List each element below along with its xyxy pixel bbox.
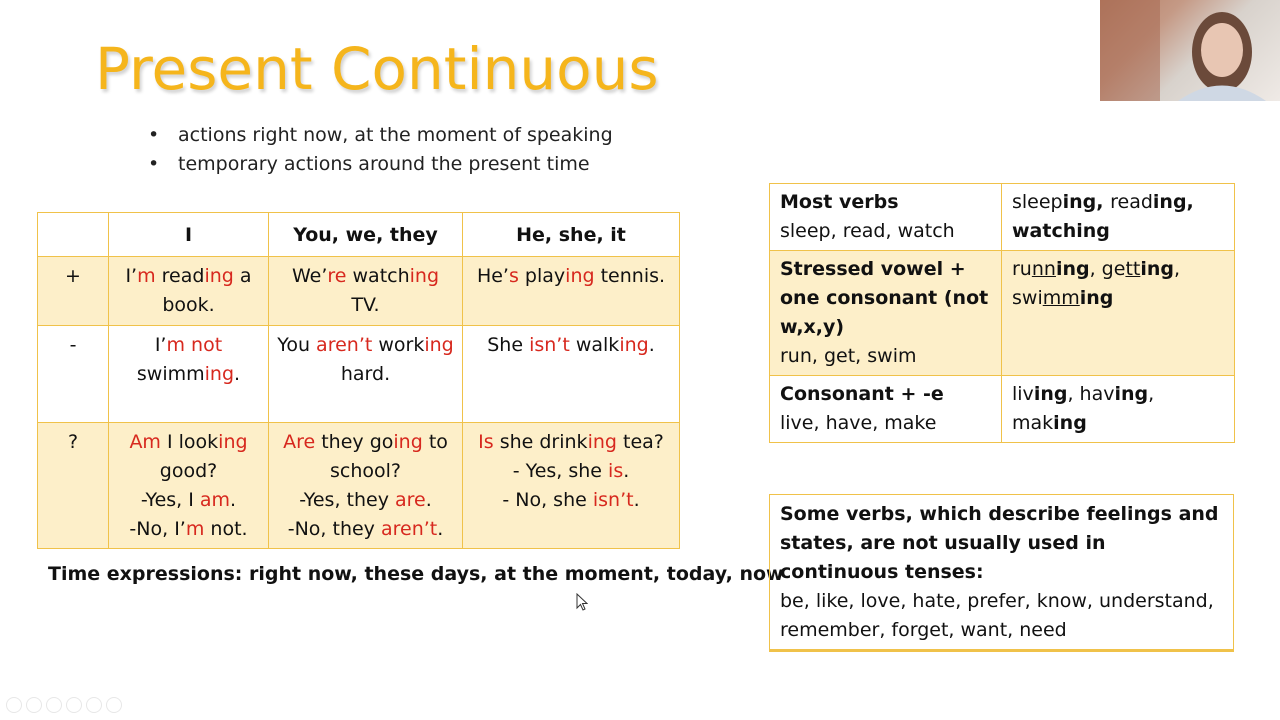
highlight-text: m bbox=[185, 518, 205, 540]
example-text: -No, they bbox=[287, 518, 381, 540]
example-text: . bbox=[234, 363, 241, 385]
example-text: good? bbox=[159, 460, 218, 482]
header-cell-i: I bbox=[109, 213, 269, 257]
highlight-text: aren’t bbox=[380, 518, 438, 540]
example-text: to school? bbox=[330, 431, 448, 482]
next-icon[interactable] bbox=[26, 697, 42, 713]
example-text: tea? bbox=[616, 431, 664, 453]
example-text: , ge bbox=[1089, 258, 1126, 280]
highlight-text: Am bbox=[129, 431, 161, 453]
highlight-text: Is bbox=[478, 431, 494, 453]
grammar-table bbox=[37, 212, 680, 549]
spelling-rule-row bbox=[770, 251, 1235, 376]
example-cell bbox=[269, 257, 463, 326]
example-text: not. bbox=[204, 518, 248, 540]
example-text: swimm bbox=[136, 363, 205, 385]
highlight-text: ing bbox=[393, 431, 423, 453]
example-cell bbox=[269, 326, 463, 423]
highlight-text: aren’t bbox=[316, 334, 373, 356]
example-text: walk bbox=[569, 334, 620, 356]
rule-result bbox=[1002, 184, 1235, 251]
example-text: . bbox=[425, 489, 432, 511]
grammar-header-row bbox=[38, 213, 680, 257]
example-text: ing bbox=[1055, 258, 1090, 280]
example-text: , hav bbox=[1067, 383, 1115, 405]
example-text: -Yes, I bbox=[140, 489, 200, 511]
highlight-text: is bbox=[608, 460, 624, 482]
row-sign: ? bbox=[38, 423, 109, 549]
highlight-text: m bbox=[137, 265, 156, 287]
example-text: -Yes, they bbox=[299, 489, 396, 511]
example-text: She bbox=[487, 334, 530, 356]
bullet-icon: • bbox=[148, 124, 160, 146]
example-cell bbox=[269, 423, 463, 549]
example-text: , bbox=[1096, 191, 1111, 213]
rule-cell bbox=[770, 184, 1002, 251]
stative-verbs-box bbox=[769, 494, 1234, 652]
example-text: I’ bbox=[125, 265, 138, 287]
example-text: nn bbox=[1031, 258, 1056, 280]
highlight-text: am bbox=[199, 489, 231, 511]
example-text: You bbox=[277, 334, 317, 356]
example-text: . bbox=[230, 489, 237, 511]
slide-title: Present Continuous bbox=[95, 35, 659, 103]
example-text: ing bbox=[1114, 383, 1149, 405]
example-text: ing bbox=[1033, 383, 1068, 405]
question-row bbox=[38, 423, 680, 549]
slideshow-controls[interactable] bbox=[6, 697, 122, 713]
highlight-text: m not bbox=[166, 334, 223, 356]
example-text: . bbox=[623, 460, 630, 482]
example-text: I’ bbox=[154, 334, 167, 356]
affirmative-row bbox=[38, 257, 680, 326]
example-cell bbox=[109, 257, 269, 326]
highlight-text: ing bbox=[204, 265, 234, 287]
example-text: a book. bbox=[162, 265, 252, 316]
rule-name: Most verbs bbox=[780, 191, 899, 213]
highlight-text: ing bbox=[424, 334, 454, 356]
presenter-figure bbox=[1100, 0, 1280, 101]
example-text: He’ bbox=[476, 265, 509, 287]
highlight-text: ing bbox=[565, 265, 595, 287]
example-text: mm bbox=[1042, 287, 1080, 309]
rule-name: Consonant + -e bbox=[780, 383, 944, 405]
rule-result bbox=[1002, 376, 1235, 443]
highlight-text: isn’t bbox=[529, 334, 570, 356]
example-text: . bbox=[437, 518, 444, 540]
stative-verbs-list: be, like, love, hate, prefer, know, understand, remember, forget, want, need bbox=[780, 590, 1214, 641]
example-text: . bbox=[648, 334, 655, 356]
example-text: -No, I’ bbox=[129, 518, 186, 540]
slides-icon[interactable] bbox=[66, 697, 82, 713]
example-text: . bbox=[633, 489, 640, 511]
row-sign: + bbox=[38, 257, 109, 326]
example-text: tennis. bbox=[594, 265, 666, 287]
highlight-text: ing bbox=[619, 334, 649, 356]
highlight-text: isn’t bbox=[592, 489, 634, 511]
example-text: they go bbox=[315, 431, 394, 453]
usage-bullet-text: actions right now, at the moment of speaking bbox=[178, 124, 613, 146]
spelling-rule-row bbox=[770, 376, 1235, 443]
example-text: work bbox=[372, 334, 425, 356]
pen-icon[interactable] bbox=[46, 697, 62, 713]
example-text: ing bbox=[1062, 191, 1097, 213]
highlight-text: s bbox=[508, 265, 519, 287]
example-text: , swi bbox=[1012, 258, 1181, 309]
spelling-rule-row bbox=[770, 184, 1235, 251]
highlight-text: ing bbox=[218, 431, 248, 453]
example-text: watch bbox=[346, 265, 410, 287]
header-cell-he-she-it: He, she, it bbox=[463, 213, 680, 257]
usage-bullet bbox=[148, 121, 613, 150]
highlight-text: ing bbox=[204, 363, 235, 385]
example-text: ing bbox=[1053, 412, 1087, 434]
highlight-text: re bbox=[327, 265, 347, 287]
time-expressions: Time expressions: right now, these days, at the moment, today, now bbox=[48, 563, 784, 585]
example-cell bbox=[109, 326, 269, 423]
example-text: tt bbox=[1125, 258, 1141, 280]
example-text: read bbox=[155, 265, 205, 287]
usage-bullet bbox=[148, 150, 613, 179]
rule-examples: run, get, swim bbox=[780, 345, 917, 367]
example-text: - No, she bbox=[502, 489, 593, 511]
example-text: TV. bbox=[351, 294, 380, 316]
example-text: liv bbox=[1012, 383, 1034, 405]
example-cell bbox=[463, 257, 680, 326]
example-text: , watch bbox=[1012, 191, 1194, 242]
example-text: We’ bbox=[291, 265, 328, 287]
example-text: play bbox=[518, 265, 566, 287]
negative-row bbox=[38, 326, 680, 423]
rule-cell bbox=[770, 251, 1002, 376]
example-text: ing bbox=[1076, 220, 1110, 242]
bullet-icon: • bbox=[148, 153, 160, 175]
rule-result bbox=[1002, 251, 1235, 376]
example-text: ing bbox=[1152, 191, 1187, 213]
row-sign: - bbox=[38, 326, 109, 423]
highlight-text: ing bbox=[409, 265, 440, 287]
spelling-rules-table bbox=[769, 183, 1235, 443]
highlight-text: Are bbox=[283, 431, 316, 453]
example-text: , mak bbox=[1012, 383, 1155, 434]
example-text: hard. bbox=[340, 363, 391, 385]
rule-examples: sleep, read, watch bbox=[780, 220, 955, 242]
example-text: ing bbox=[1079, 287, 1114, 309]
rule-name: Stressed vowel + one consonant (not w,x,y) bbox=[780, 258, 989, 338]
example-cell bbox=[463, 423, 680, 549]
example-text: ing bbox=[1140, 258, 1174, 280]
previous-icon[interactable] bbox=[6, 697, 22, 713]
webcam-video bbox=[1100, 0, 1280, 101]
mouse-cursor-icon bbox=[576, 593, 588, 611]
example-text: read bbox=[1110, 191, 1153, 213]
example-cell bbox=[109, 423, 269, 549]
example-text: she drink bbox=[493, 431, 588, 453]
example-text: sleep bbox=[1012, 191, 1063, 213]
usage-bullet-list bbox=[148, 121, 613, 179]
more-icon[interactable] bbox=[106, 697, 122, 713]
example-cell bbox=[463, 326, 680, 423]
rule-examples: live, have, make bbox=[780, 412, 937, 434]
stative-verbs-heading: Some verbs, which describe feelings and states, are not usually used in continuous tenses: bbox=[780, 503, 1219, 583]
zoom-icon[interactable] bbox=[86, 697, 102, 713]
highlight-text: are bbox=[395, 489, 426, 511]
header-cell-you-we-they: You, we, they bbox=[269, 213, 463, 257]
header-cell-empty bbox=[38, 213, 109, 257]
rule-cell bbox=[770, 376, 1002, 443]
example-text: I look bbox=[160, 431, 219, 453]
usage-bullet-text: temporary actions around the present time bbox=[178, 153, 590, 175]
example-text: ru bbox=[1012, 258, 1032, 280]
highlight-text: ing bbox=[587, 431, 617, 453]
example-text: - Yes, she bbox=[512, 460, 609, 482]
